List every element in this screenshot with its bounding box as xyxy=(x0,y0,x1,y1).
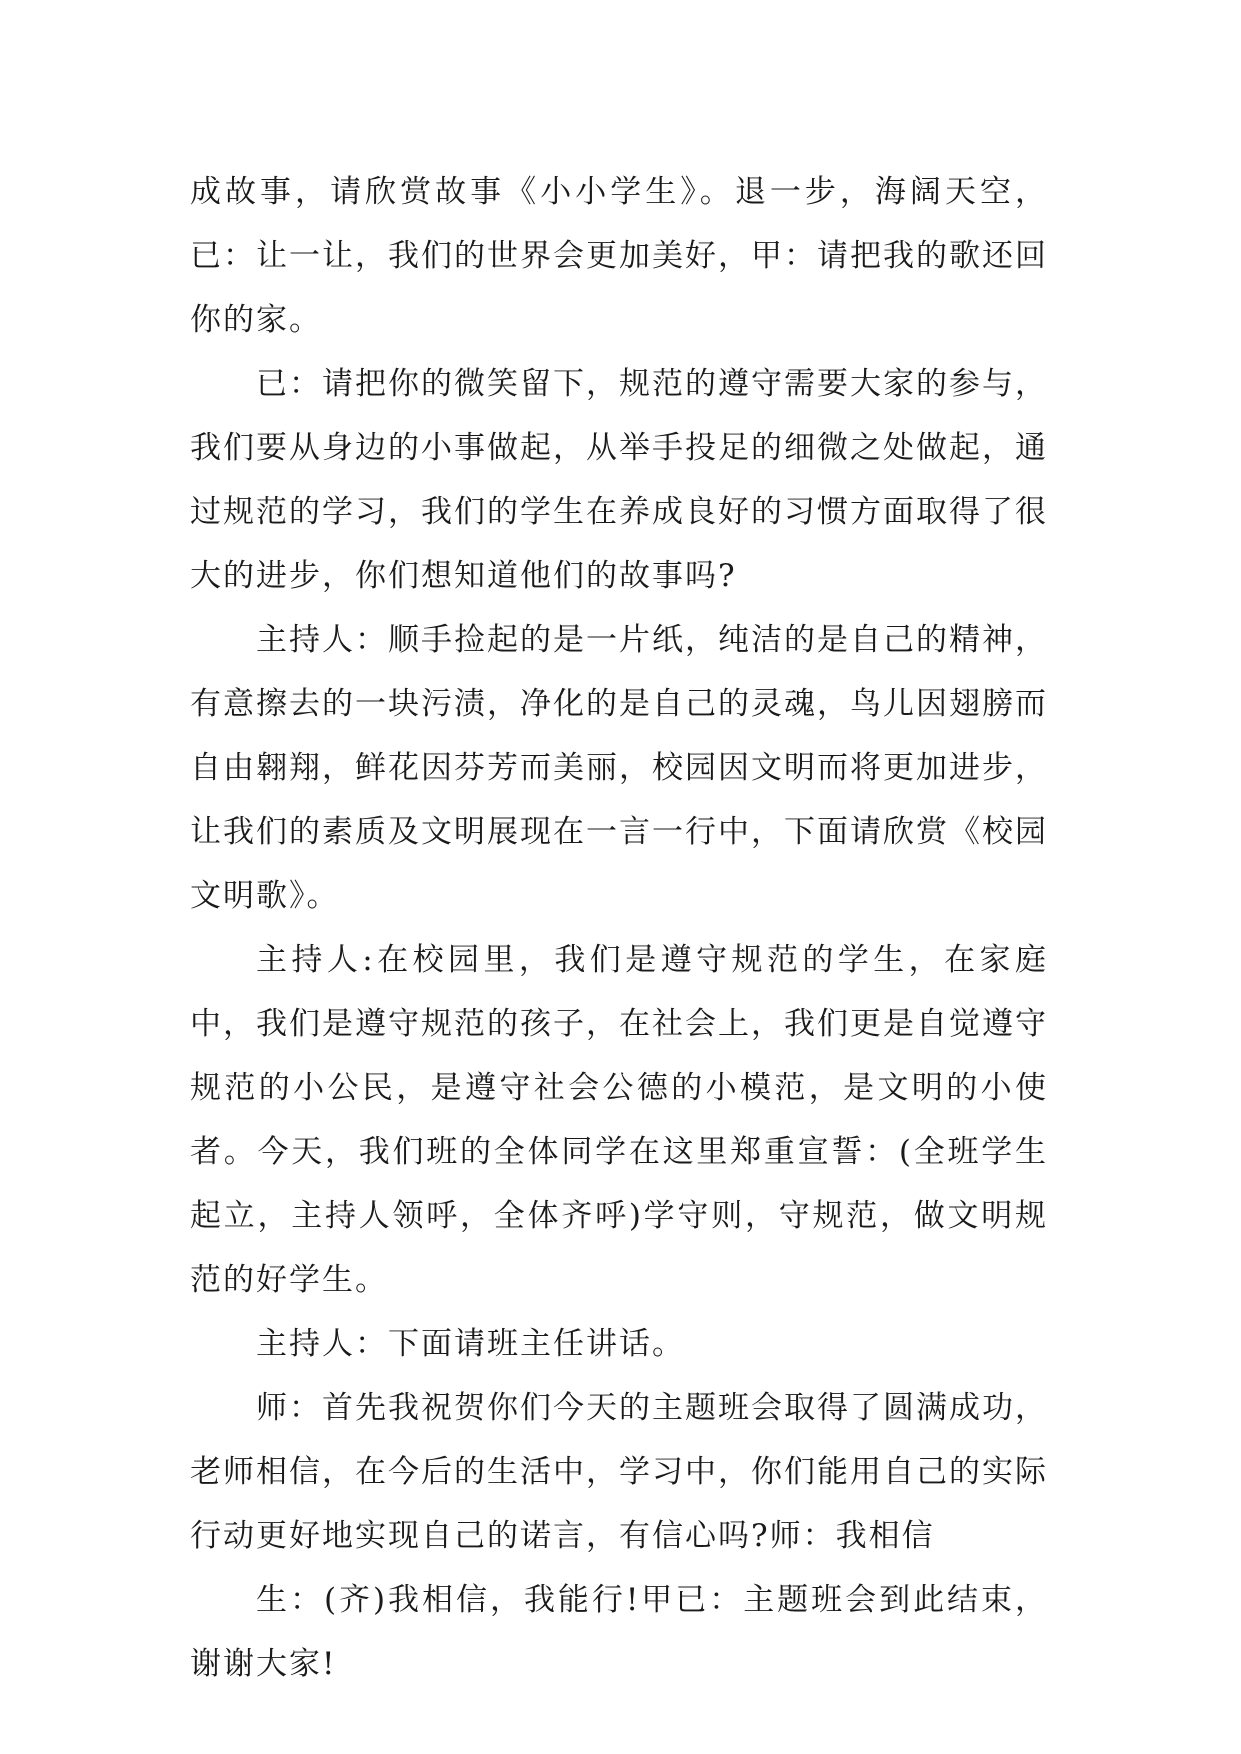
paragraph: 已：请把你的微笑留下，规范的遵守需要大家的参与，我们要从身边的小事做起，从举手投足的细微之处做起，通过规范的学习，我们的学生在养成良好的习惯方面取得了很大的进步，你们想知道他们的故事吗? xyxy=(190,366,1048,594)
paragraph: 师：首先我祝贺你们今天的主题班会取得了圆满成功，老师相信，在今后的生活中，学习中，你们能用自己的实际行动更好地实现自己的诺言，有信心吗?师：我相信 xyxy=(190,1390,1048,1554)
document-body xyxy=(190,160,1048,1696)
paragraph: 主持人:在校园里，我们是遵守规范的学生，在家庭中，我们是遵守规范的孩子，在社会上，我们更是自觉遵守规范的小公民，是遵守社会公德的小模范，是文明的小使者。今天，我们班的全体同学在这里郑重宣誓：(全班学生起立，主持人领呼，全体齐呼)学守则，守规范，做文明规范的好学生。 xyxy=(190,942,1048,1298)
paragraph: 主持人：顺手捡起的是一片纸，纯洁的是自己的精神，有意擦去的一块污渍，净化的是自己的灵魂，鸟儿因翅膀而自由翱翔，鲜花因芬芳而美丽，校园因文明而将更加进步，让我们的素质及文明展现在一言一行中，下面请欣赏《校园文明歌》。 xyxy=(190,622,1048,914)
paragraph: 生：(齐)我相信，我能行!甲已：主题班会到此结束，谢谢大家! xyxy=(190,1582,1048,1682)
paragraph: 主持人：下面请班主任讲话。 xyxy=(256,1326,685,1362)
paragraph: 成故事，请欣赏故事《小小学生》。退一步，海阔天空，已：让一让，我们的世界会更加美好，甲：请把我的歌还回你的家。 xyxy=(190,174,1048,338)
